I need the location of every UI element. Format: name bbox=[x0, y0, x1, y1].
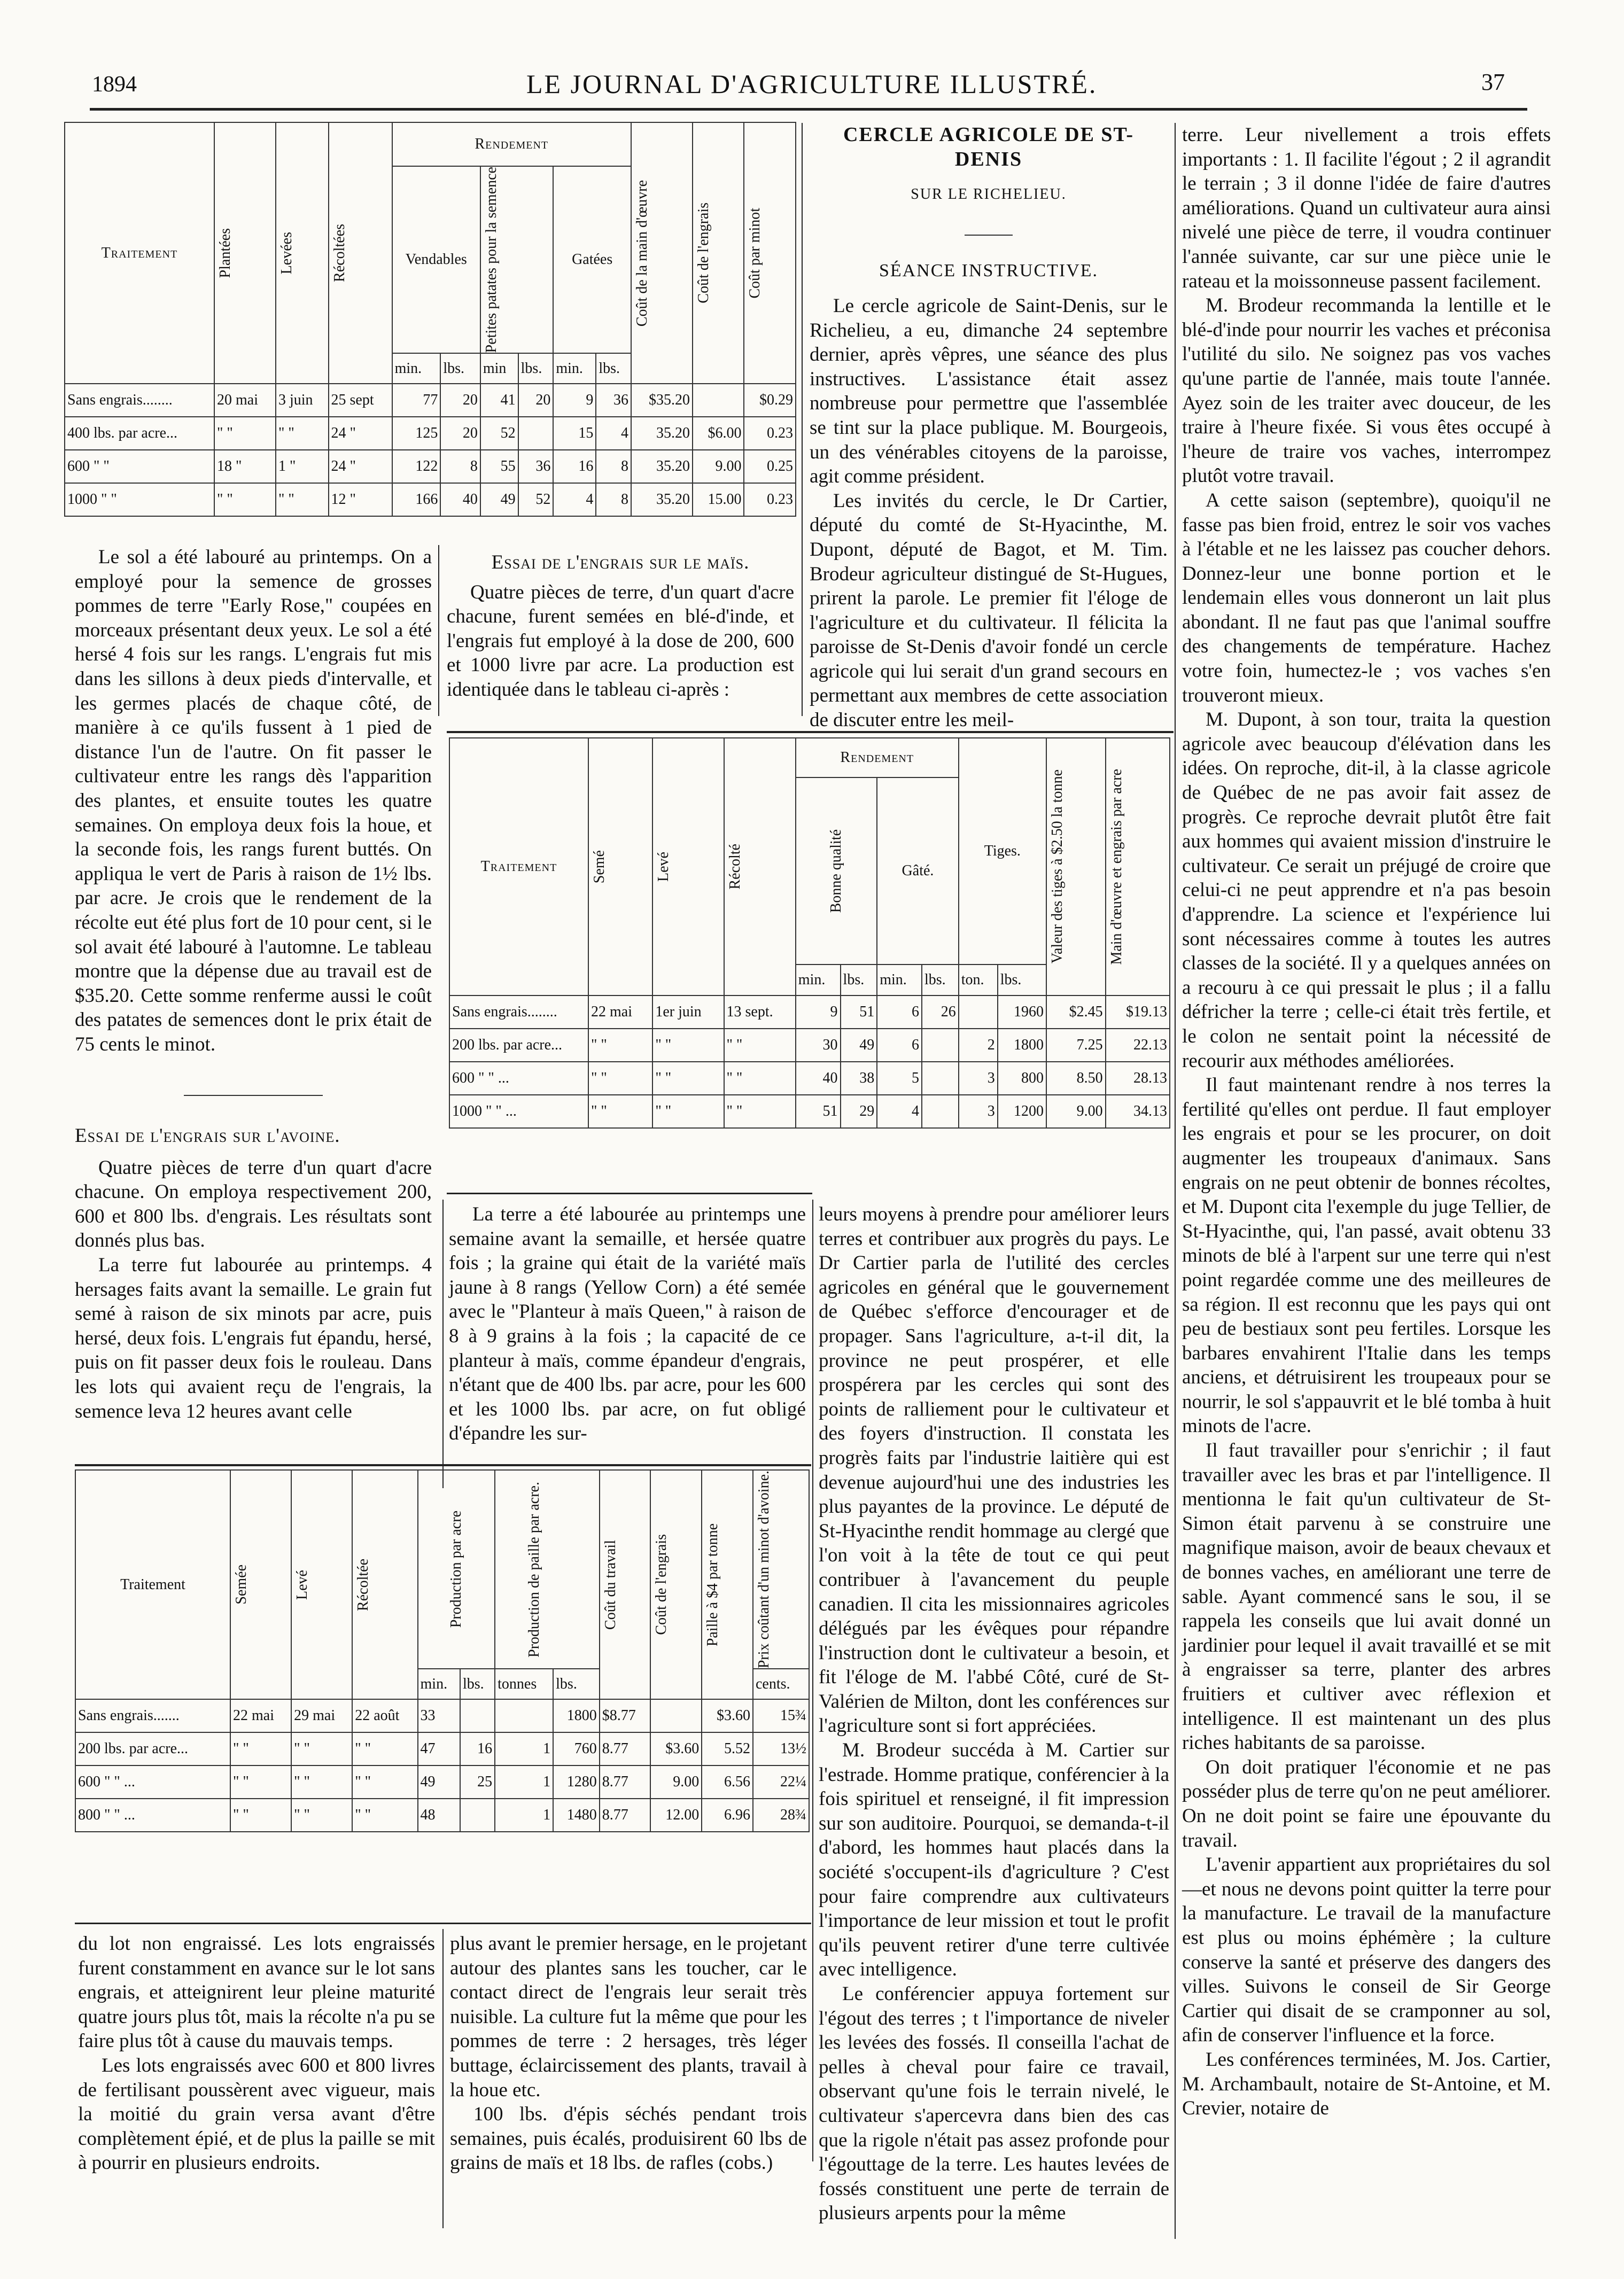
t1-cell: 35.20 bbox=[631, 450, 693, 483]
t1-col-vendables: Vendables bbox=[392, 166, 480, 353]
section-heading: Essai de l'engrais sur l'avoine. bbox=[75, 1125, 340, 1147]
corn-continued-column bbox=[450, 1932, 807, 2175]
t3-cell: " " bbox=[352, 1765, 417, 1799]
t3-col-paille-prix: Paille à $4 par tonne bbox=[704, 1523, 721, 1646]
t3-cell: $8.77 bbox=[600, 1699, 651, 1732]
oats-notes-column bbox=[78, 1932, 435, 2175]
t1-cell: 20 bbox=[518, 384, 554, 417]
t2-cell: 5 bbox=[877, 1062, 922, 1095]
t3-cell: 5.52 bbox=[702, 1732, 753, 1765]
t1-cell: 15.00 bbox=[693, 483, 744, 516]
t1-cell: 0.23 bbox=[744, 483, 796, 516]
t3-cell: " " bbox=[291, 1765, 352, 1799]
paragraph: Il faut maintenant rendre à nos terres la fertilité qu'elles ont perdue. Il faut employer les engrais et pour se les procurer, on doit augmenter les troupeaux d'animaux. Sans engrais on ne peut obtenir de bonnes récoltes, et M. Dupont cita l'exemple du juge Tellier, de St-Hyacinthe, qui, l'an passé, avait obtenu 33 minots de blé à l'arpent sur une terre qui n'est point regardée comme une des meilleures de sa région. Il est reconnu que les pays qui ont peu de bestiaux sont peu fertiles. Lorsque les barbares envahirent l'Italie dans les temps anciens, et détruisirent les troupeaux pour se nourrir, le sol s'appauvrit et le blé tomba à huit minots de l'acre. bbox=[1182, 1074, 1551, 1437]
t2-cell: 1er juin bbox=[652, 995, 724, 1029]
paragraph: Le conférencier appuya fortement sur l'égout des terres ; t l'importance de niveler les levées des fossés. Il conseilla l'achat de pelles à cheval pour faire ce travail, observant qu'une fois le terrain nivelé, le cultivateur s'apercevra dans bien des cas que la rigole n'était pas assez profonde pour l'égouttage de la terre. Les hautes levées de fossés constituent une perte de terrain de plusieurs arpents pour la même bbox=[819, 1983, 1169, 2224]
t3-cell: 25 bbox=[460, 1765, 495, 1799]
t1-cell: 52 bbox=[480, 417, 518, 450]
t2-cell bbox=[922, 1095, 959, 1128]
t3-cell: 9.00 bbox=[650, 1765, 702, 1799]
t1-cell: $6.00 bbox=[693, 417, 744, 450]
t1-cell: 9 bbox=[553, 384, 596, 417]
paragraph: A cette saison (septembre), quoiqu'il ne fasse pas bien froid, entrez le soir vos vaches à l'étable et ne les laissez pas coucher dehors. Donnez-leur une bonne portion et le lendemain elles vous donneront un lait plus abondant. Il ne faut pas que l'animal souffre des changements de température. Hachez votre foin, humectez-le ; vos vaches s'en trouveront mieux. bbox=[1182, 489, 1551, 706]
t1-cell: 0.23 bbox=[744, 417, 796, 450]
t3-cell: 22 août bbox=[352, 1699, 417, 1732]
paragraph: Le cercle agricole de Saint-Denis, sur le Richelieu, a eu, dimanche 24 septembre dernier, après vêpres, une séance des plus instructives. L'assistance était assez nombreuse pour permettre que l'assemblée se tint sur la place publique. M. Bourgeois, un des vénérables citoyens de la paroisse, agit comme président. bbox=[810, 294, 1168, 488]
t3-cell: 12.00 bbox=[650, 1799, 702, 1832]
t1-cell: 55 bbox=[480, 450, 518, 483]
t2-col-recolte: Récolté bbox=[726, 844, 743, 890]
t2-cell bbox=[959, 995, 998, 1029]
t2-cell: 800 bbox=[998, 1062, 1046, 1095]
t3-cell: 8.77 bbox=[600, 1765, 651, 1799]
t3-cell bbox=[460, 1799, 495, 1832]
t2-cell: 7.25 bbox=[1046, 1029, 1106, 1062]
paragraph: Il faut travailler pour s'enrichir ; il faut travailler avec les bras et par l'intelligence. Il mentionna le fait qu'un cultivateur de St-Simon était parvenu à se construire une magnifique maison, avoir de beaux chevaux et de bonnes vaches, en améliorant une terre de sable. Ayant commencé sans le sou, il se rappela les conseils que lui avait donné un jardinier pour lequel il avait travaillé et se mit à engraisser sa terre, planter des arbres fruitiers et cultiver avec réflexion et intelligence. Il est maintenant un des plus riches habitants de sa paroisse. bbox=[1182, 1440, 1551, 1754]
t3-cell: 800 " " ... bbox=[75, 1799, 230, 1832]
t1-col-cout-engrais: Coût de l'engrais bbox=[695, 203, 712, 304]
t1-cell: 4 bbox=[553, 483, 596, 516]
t1-cell: 36 bbox=[518, 450, 554, 483]
t2-cell: 51 bbox=[841, 995, 877, 1029]
t1-cell: 77 bbox=[392, 384, 441, 417]
t3-col-cout-engrais: Coût de l'engrais bbox=[653, 1534, 670, 1635]
page-year: 1894 bbox=[92, 72, 137, 97]
t3-cell: 1 bbox=[495, 1765, 553, 1799]
paragraph: 100 lbs. d'épis séchés pendant trois semaines, puis écalés, produisirent 60 lbs de grains de maïs et 18 lbs. de rafles (cobs.) bbox=[450, 2103, 807, 2174]
t2-unit: lbs. bbox=[998, 965, 1046, 995]
t3-cell: " " bbox=[352, 1799, 417, 1832]
t2-cell: " " bbox=[724, 1062, 796, 1095]
journal-title: LE JOURNAL D'AGRICULTURE ILLUSTRÉ. bbox=[526, 69, 1098, 99]
column-divider bbox=[1175, 123, 1176, 2239]
t2-cell: " " bbox=[652, 1029, 724, 1062]
table-row bbox=[75, 1732, 809, 1765]
paragraph: Les lots engraissés avec 600 et 800 livres de fertilisant poussèrent avec vigueur, mais la moitié du grain versa avant d'être complètement épié, et de plus la paille se mit à pourrir en plusieurs endroits. bbox=[78, 2054, 435, 2174]
t3-cell: 600 " " ... bbox=[75, 1765, 230, 1799]
t2-col-bonne: Bonne qualité bbox=[828, 829, 845, 913]
t1-cell: 400 lbs. par acre... bbox=[65, 417, 214, 450]
t3-cell bbox=[650, 1699, 702, 1732]
cercle-continued-column bbox=[819, 1202, 1169, 2226]
t2-cell: 28.13 bbox=[1106, 1062, 1170, 1095]
t2-cell: 34.13 bbox=[1106, 1095, 1170, 1128]
t3-cell: " " bbox=[291, 1732, 352, 1765]
t2-cell: $19.13 bbox=[1106, 995, 1170, 1029]
t2-col-valeur-tiges: Valeur des tiges à $2.50 la tonne bbox=[1048, 769, 1066, 964]
t1-cell: " " bbox=[276, 417, 329, 450]
t1-cell: 8 bbox=[440, 450, 480, 483]
t2-rendement-header: Rendement bbox=[796, 738, 959, 777]
corn-intro-column bbox=[447, 545, 794, 702]
t1-cell: " " bbox=[276, 483, 329, 516]
t1-unit: min bbox=[480, 353, 518, 384]
paragraph: Les conférences terminées, M. Jos. Cartier, M. Archambault, notaire de St-Antoine, et M. Crevier, notaire de bbox=[1182, 2048, 1551, 2120]
t1-cell: 41 bbox=[480, 384, 518, 417]
t3-cell: 6.96 bbox=[702, 1799, 753, 1832]
paragraph: terre. Leur nivellement a trois effets importants : 1. Il facilite l'égout ; 2 il agrandit le terrain ; 3 il donne l'idée de faire d'autres améliorations. Quand un cultivateur aura ainsi nivelé une pièce de terre, il voudra continuer l'année suivante, car sur une pièce unie le rateau et la moissonneuse passent facilement. bbox=[1182, 124, 1551, 292]
t1-col-gatees: Gatées bbox=[553, 166, 631, 353]
paragraph: Le sol a été labouré au printemps. On a employé pour la semence de grosses pommes de terre "Early Rose," coupées en morceaux présentant deux yeux. Le sol a été hersé 4 fois sur les rangs. L'engrais fut mis dans les sillons à deux pieds d'intervalle, et les germes placés de chaque côté, de manière à ce qu'ils fussent à 1 pied de distance l'un de l'autre. On fit passer le cultivateur entre les rangs dès l'apparition des plantes, et ensuite toutes les quatre semaines. On employa deux fois la houe, et la seconde fois, les rangs furent buttés. On appliqua le vert de Paris à raison de 1½ lbs. par acre. Je crois que le rendement de la récolte eut été plus fort de 10 pour cent, si le sol avait été labouré à l'automne. Le tableau montre que la dépense due au travail est de $35.20. Cette somme renferme aussi le coût des patates de semences dont le prix était de 75 cents le minot. bbox=[75, 546, 432, 1055]
t2-cell: " " bbox=[724, 1095, 796, 1128]
t1-cell: 12 " bbox=[329, 483, 392, 516]
t3-cell bbox=[460, 1699, 495, 1732]
table-row bbox=[449, 1062, 1170, 1095]
table-row bbox=[65, 483, 796, 516]
paragraph: Les invités du cercle, le Dr Cartier, député du comté de St-Hyacinthe, M. Dupont, député de Bagot, et M. Tim. Brodeur agriculteur distingué de St-Hugues, prirent la parole. Le premier fit l'éloge de l'agriculture et du cultivateur. Il félicita la paroisse de St-Denis d'avoir fondé un cercle agricole qui lui serait d'un grand secours en permettant aux membres de cette association de discuter entre les meil- bbox=[810, 489, 1168, 732]
section-rule bbox=[75, 1923, 811, 1924]
t3-cell: 8.77 bbox=[600, 1799, 651, 1832]
t3-col-paille: Production de paille par acre. bbox=[525, 1481, 542, 1658]
t3-col-production: Production par acre bbox=[447, 1511, 464, 1628]
paragraph: On doit pratiquer l'économie et ne pas posséder plus de terre qu'on ne peut améliorer. On ne doit point se faire une épouvante du travail. bbox=[1182, 1756, 1551, 1852]
t3-unit: min. bbox=[418, 1669, 460, 1699]
table-row bbox=[75, 1699, 809, 1732]
t2-cell: 1000 " " ... bbox=[449, 1095, 588, 1128]
t2-cell: " " bbox=[588, 1029, 652, 1062]
t1-unit: min. bbox=[392, 353, 441, 384]
t3-cell: 1480 bbox=[553, 1799, 600, 1832]
column-divider bbox=[438, 545, 439, 716]
t1-cell: 35.20 bbox=[631, 417, 693, 450]
t3-cell: 1800 bbox=[553, 1699, 600, 1732]
corn-notes-column bbox=[449, 1202, 806, 1446]
t2-cell: " " bbox=[652, 1095, 724, 1128]
table-row bbox=[449, 1029, 1170, 1062]
t1-col-plantees: Plantées bbox=[217, 228, 234, 278]
t1-unit: lbs. bbox=[518, 353, 554, 384]
t1-cell: 0.25 bbox=[744, 450, 796, 483]
paragraph: Quatre pièces de terre d'un quart d'acre chacune. On employa respectivement 200, 600 et 800 lbs. d'engrais. Les résultats sont donnés plus bas. bbox=[75, 1156, 432, 1252]
t1-cell: 25 sept bbox=[329, 384, 392, 417]
column-divider bbox=[812, 1200, 813, 2161]
t3-cell: 33 bbox=[418, 1699, 460, 1732]
t3-cell: 49 bbox=[418, 1765, 460, 1799]
column-divider bbox=[442, 1200, 444, 1488]
t1-cell: $35.20 bbox=[631, 384, 693, 417]
t3-unit: lbs. bbox=[553, 1669, 600, 1699]
t2-col-tiges: Tiges. bbox=[959, 738, 1046, 965]
ornament-divider bbox=[810, 217, 1168, 242]
t3-col-prix-minot: Prix coûtant d'un minot d'avoine. bbox=[755, 1471, 772, 1669]
t1-cell: " " bbox=[214, 483, 276, 516]
paragraph: La terre fut labourée au printemps. 4 hersages faits avant la semaille. Le grain fut semé à raison de six minots par acre, puis hersé, deux fois. L'engrais fut épandu, hersé, puis on fit passer deux fois le rouleau. Dans les lots qui avaient reçu de l'engrais, la semence leva 12 heures avant celle bbox=[75, 1254, 432, 1422]
paragraph: plus avant le premier hersage, en le projetant autour des plantes sans les toucher, car le contact direct de l'engrais leur serait très nuisible. La culture fut la même que pour les pommes de terre : 2 hersages, très léger buttage, éclaircissement des plants, travail à la houe etc. bbox=[450, 1933, 807, 2101]
t3-cell: 760 bbox=[553, 1732, 600, 1765]
t1-unit: min. bbox=[553, 353, 596, 384]
t2-unit: lbs. bbox=[841, 965, 877, 995]
t2-cell: 9.00 bbox=[1046, 1095, 1106, 1128]
t1-unit: lbs. bbox=[440, 353, 480, 384]
t1-cell: 36 bbox=[596, 384, 631, 417]
t1-cell: 8 bbox=[596, 483, 631, 516]
t3-cell: 1 bbox=[495, 1799, 553, 1832]
t3-unit: lbs. bbox=[460, 1669, 495, 1699]
t1-col-petites: Petites patates pour la semence bbox=[483, 167, 500, 353]
t1-cell: 16 bbox=[553, 450, 596, 483]
t2-cell: Sans engrais........ bbox=[449, 995, 588, 1029]
table-row bbox=[449, 995, 1170, 1029]
t3-cell: $3.60 bbox=[650, 1732, 702, 1765]
article-title: CERCLE AGRICOLE DE ST-DENIS bbox=[843, 123, 1135, 170]
t1-cell: 9.00 bbox=[693, 450, 744, 483]
t1-cell: 1000 " " bbox=[65, 483, 214, 516]
t2-cell: 2 bbox=[959, 1029, 998, 1062]
t3-col-semee: Semée bbox=[233, 1565, 250, 1605]
t3-cell: 15¾ bbox=[753, 1699, 809, 1732]
t2-cell: $2.45 bbox=[1046, 995, 1106, 1029]
t1-cell: 4 bbox=[596, 417, 631, 450]
t1-col-cout-main: Coût de la main d'œuvre bbox=[634, 180, 650, 326]
t2-cell: 29 bbox=[841, 1095, 877, 1128]
t2-treatment-header: Traitement bbox=[449, 738, 588, 995]
t2-cell bbox=[922, 1062, 959, 1095]
t3-cell: " " bbox=[230, 1765, 291, 1799]
t1-cell: 52 bbox=[518, 483, 554, 516]
t1-cell: 20 bbox=[440, 417, 480, 450]
t1-cell: 125 bbox=[392, 417, 441, 450]
t3-cell: 47 bbox=[418, 1732, 460, 1765]
paragraph: L'avenir appartient aux propriétaires du sol—et nous ne devons point quitter la terre pour la manufacture. Le travail de la manufacture est plus ou moins éphémère ; la culture conserve la santé et préserve des dangers des villes. Suivons le conseil de Sir George Cartier qui disait de se cramponner au sol, afin de conserver l'influence et la force. bbox=[1182, 1854, 1551, 2047]
t1-cell: 24 " bbox=[329, 450, 392, 483]
t2-cell: " " bbox=[588, 1095, 652, 1128]
potato-notes-column bbox=[75, 545, 432, 1424]
potato-table bbox=[64, 122, 796, 517]
t3-cell: 28¾ bbox=[753, 1799, 809, 1832]
page-number: 37 bbox=[1481, 69, 1505, 95]
t3-col-recoltee: Récoltée bbox=[355, 1558, 372, 1611]
table-row bbox=[75, 1799, 809, 1832]
ornament-divider bbox=[75, 1078, 432, 1102]
t1-cell: 166 bbox=[392, 483, 441, 516]
t3-cell: 29 mai bbox=[291, 1699, 352, 1732]
t2-cell: 8.50 bbox=[1046, 1062, 1106, 1095]
t1-cell: Sans engrais........ bbox=[65, 384, 214, 417]
t3-cell: " " bbox=[352, 1732, 417, 1765]
corn-table bbox=[449, 737, 1170, 1129]
t2-cell: 600 " " ... bbox=[449, 1062, 588, 1095]
t3-cell: 13½ bbox=[753, 1732, 809, 1765]
t2-cell: 13 sept. bbox=[724, 995, 796, 1029]
paragraph: du lot non engraissé. Les lots engraissés furent constamment en avance sur le lot sans engrais, et atteignirent leur pleine maturité quatre jours plus tôt, mais la récolte n'a pu se faire plus tôt à cause du mauvais temps. bbox=[78, 1933, 435, 2052]
paragraph: Quatre pièces de terre, d'un quart d'acre chacune, furent semées en blé-d'inde, et l'engrais fut employé à la dose de 200, 600 et 1000 livre par acre. La production est identiquée dans le tableau ci-après : bbox=[447, 581, 794, 701]
t3-cell: $3.60 bbox=[702, 1699, 753, 1732]
t1-cell: 20 mai bbox=[214, 384, 276, 417]
header-rule bbox=[90, 108, 1527, 111]
t2-cell: 51 bbox=[796, 1095, 841, 1128]
t2-unit: ton. bbox=[959, 965, 998, 995]
t3-cell: 200 lbs. par acre... bbox=[75, 1732, 230, 1765]
t1-rendement-header: Rendement bbox=[392, 122, 631, 166]
t3-unit: tonnes bbox=[495, 1669, 553, 1699]
article-subtitle: SUR LE RICHELIEU. bbox=[911, 186, 1067, 203]
t3-col-leve: Levé bbox=[294, 1569, 311, 1600]
t2-cell: 6 bbox=[877, 995, 922, 1029]
t1-cell: 122 bbox=[392, 450, 441, 483]
t3-cell: Sans engrais....... bbox=[75, 1699, 230, 1732]
article-section-title: SÉANCE INSTRUCTIVE. bbox=[879, 261, 1099, 281]
t1-cell: 15 bbox=[553, 417, 596, 450]
right-column bbox=[1182, 123, 1551, 2121]
t2-cell: 1960 bbox=[998, 995, 1046, 1029]
t1-cell: 8 bbox=[596, 450, 631, 483]
column-divider bbox=[442, 1929, 444, 2228]
t2-cell: 22.13 bbox=[1106, 1029, 1170, 1062]
t2-cell: " " bbox=[724, 1029, 796, 1062]
t2-cell: " " bbox=[588, 1062, 652, 1095]
t1-cell bbox=[693, 384, 744, 417]
t2-cell: 1200 bbox=[998, 1095, 1046, 1128]
t1-cell: 40 bbox=[440, 483, 480, 516]
t2-col-main-oeuvre: Main d'œuvre et engrais par acre bbox=[1108, 768, 1125, 965]
table-row bbox=[65, 417, 796, 450]
t1-col-cout-minot: Coût par minot bbox=[747, 207, 764, 299]
t1-cell: 1 " bbox=[276, 450, 329, 483]
t2-cell: 4 bbox=[877, 1095, 922, 1128]
t2-cell: " " bbox=[652, 1062, 724, 1095]
t1-cell bbox=[518, 417, 554, 450]
t3-cell: 22¼ bbox=[753, 1765, 809, 1799]
t3-cell: 8.77 bbox=[600, 1732, 651, 1765]
t3-cell: " " bbox=[230, 1799, 291, 1832]
t1-cell: " " bbox=[214, 417, 276, 450]
t2-unit: lbs. bbox=[922, 965, 959, 995]
section-heading: Essai de l'engrais sur le maïs. bbox=[491, 551, 750, 573]
t3-cell: 16 bbox=[460, 1732, 495, 1765]
t2-unit: min. bbox=[796, 965, 841, 995]
t1-col-recoltees: Récoltées bbox=[331, 224, 348, 283]
t3-cell bbox=[495, 1699, 553, 1732]
oats-table bbox=[75, 1469, 810, 1832]
t3-cell: 22 mai bbox=[230, 1699, 291, 1732]
t2-cell: 30 bbox=[796, 1029, 841, 1062]
t3-treatment-header: Traitement bbox=[75, 1470, 230, 1699]
t3-cell: " " bbox=[291, 1799, 352, 1832]
section-rule bbox=[447, 1193, 812, 1194]
paragraph: M. Dupont, à son tour, traita la question agricole avec beaucoup d'élévation dans les idées. On reproche, dit-il, à la classe agricole de Québec de ne pas avoir fait assez de progrès. Ce reproche devrait plutôt être fait aux hommes qui avaient mission d'instruire le cultivateur. Ce serait un préjugé de croire que celui-ci ne peut apprendre et n'a pas besoin d'apprendre. La science et l'expérience lui sont nécessaires comme à toutes les autres classes de la société. Il y a quelques années on a recouru à ce qui pressait le plus ; il a fallu défricher la terre ; celle-ci était très fertile, et le colon ne sentait point la nécessité de recourir aux méthodes améliorées. bbox=[1182, 709, 1551, 1072]
t2-cell: 200 lbs. par acre... bbox=[449, 1029, 588, 1062]
t2-cell: 40 bbox=[796, 1062, 841, 1095]
column-divider bbox=[802, 123, 803, 716]
t2-col-gate: Gâté. bbox=[877, 777, 958, 965]
t3-cell: 1 bbox=[495, 1732, 553, 1765]
t2-unit: min. bbox=[877, 965, 922, 995]
table-row bbox=[65, 450, 796, 483]
t2-col-leve: Levé bbox=[655, 852, 672, 882]
t3-cell: 1280 bbox=[553, 1765, 600, 1799]
t1-cell: 3 juin bbox=[276, 384, 329, 417]
t1-unit: lbs. bbox=[596, 353, 631, 384]
table-row bbox=[449, 1095, 1170, 1128]
t1-cell: 600 " " bbox=[65, 450, 214, 483]
t3-cell: 6.56 bbox=[702, 1765, 753, 1799]
t1-cell: 18 " bbox=[214, 450, 276, 483]
t1-cell: 24 " bbox=[329, 417, 392, 450]
paragraph: La terre a été labourée au printemps une semaine avant la semaille, et hersée quatre fois ; la graine qui était de la variété maïs jaune à 8 rangs (Yellow Corn) a été semée avec le "Planteur à maïs Queen," à raison de 8 à 9 grains à la fois ; la capacité de ce planteur à maïs, comme épandeur d'engrais, n'étant que de 400 lbs. par acre, pour les 600 et les 1000 lbs. par acre, on fut obligé d'épandre les sur- bbox=[449, 1203, 806, 1445]
paragraph: M. Brodeur recommanda la lentille et le blé-d'inde pour nourrir les vaches et préconisa l'utilité du silo. Ne soignez pas vos vaches qu'une partie de l'année, mais toute l'année. Ayez soin de les traiter avec douceur, de les traire à l'heure fixée. Si vous êtes occupé à l'heure de traire vos vaches, interrompez plutôt votre travail. bbox=[1182, 294, 1551, 487]
t2-cell: 22 mai bbox=[588, 995, 652, 1029]
t1-cell: $0.29 bbox=[744, 384, 796, 417]
t2-col-seme: Semé bbox=[591, 850, 608, 884]
t3-cell: " " bbox=[230, 1732, 291, 1765]
t2-cell: 6 bbox=[877, 1029, 922, 1062]
t1-treatment-header: Traitement bbox=[65, 122, 214, 384]
t2-cell: 26 bbox=[922, 995, 959, 1029]
paragraph: leurs moyens à prendre pour améliorer leurs terres et contribuer aux progrès du pays. Le Dr Cartier parla de l'utilité des cercles agricoles en général que le gouvernement de Québec s'efforce d'encourager et de propager. Sans l'agriculture, a-t-il dit, la province ne peut prospérer, et elle prospérera par les cercles qui sont des points de ralliement pour le cultivateur et des foyers d'instruction. Il constata les progrès faits par l'industrie laitière qui est devenue aujourd'hui une des industries les plus payantes de la province. Le député de St-Hyacinthe rendit hommage au clergé que l'on voit à la tête de tout ce qui peut contribuer à l'avancement du peuple canadien. Il cita les missionnaires agricoles délégués par les évêques pour répandre l'instruction dont le cultivateur a besoin, et fit l'éloge de M. l'abbé Côté, curé de St-Valérien de Milton, dont les conférences sur l'agriculture sont si fort appréciées. bbox=[819, 1203, 1169, 1737]
t3-cell: 48 bbox=[418, 1799, 460, 1832]
t3-unit: cents. bbox=[753, 1669, 809, 1699]
table-row bbox=[65, 384, 796, 417]
t2-cell: 9 bbox=[796, 995, 841, 1029]
t2-cell: 38 bbox=[841, 1062, 877, 1095]
t1-col-levees: Levées bbox=[278, 232, 295, 275]
t1-cell: 20 bbox=[440, 384, 480, 417]
t1-cell: 35.20 bbox=[631, 483, 693, 516]
cercle-agricole-column bbox=[810, 123, 1168, 733]
table-top-rule bbox=[75, 1464, 811, 1466]
t2-cell: 49 bbox=[841, 1029, 877, 1062]
t2-cell bbox=[922, 1029, 959, 1062]
t2-cell: 3 bbox=[959, 1095, 998, 1128]
t1-cell: 49 bbox=[480, 483, 518, 516]
t2-cell: 1800 bbox=[998, 1029, 1046, 1062]
t3-col-cout-travail: Coût du travail bbox=[602, 1539, 619, 1630]
paragraph: M. Brodeur succéda à M. Cartier sur l'estrade. Homme pratique, conférencier à la fois spirituel et renseigné, il fit impression sur son auditoire. Pourquoi, se demanda-t-il d'abord, les hommes haut placés dans la société s'occupent-ils d'agriculture ? C'est pour faire comprendre aux cultivateurs l'importance de leur mission et tout le profit qu'ils peuvent retirer d'une terre cultivée avec intelligence. bbox=[819, 1739, 1169, 1981]
table-row bbox=[75, 1765, 809, 1799]
t2-cell: 3 bbox=[959, 1062, 998, 1095]
